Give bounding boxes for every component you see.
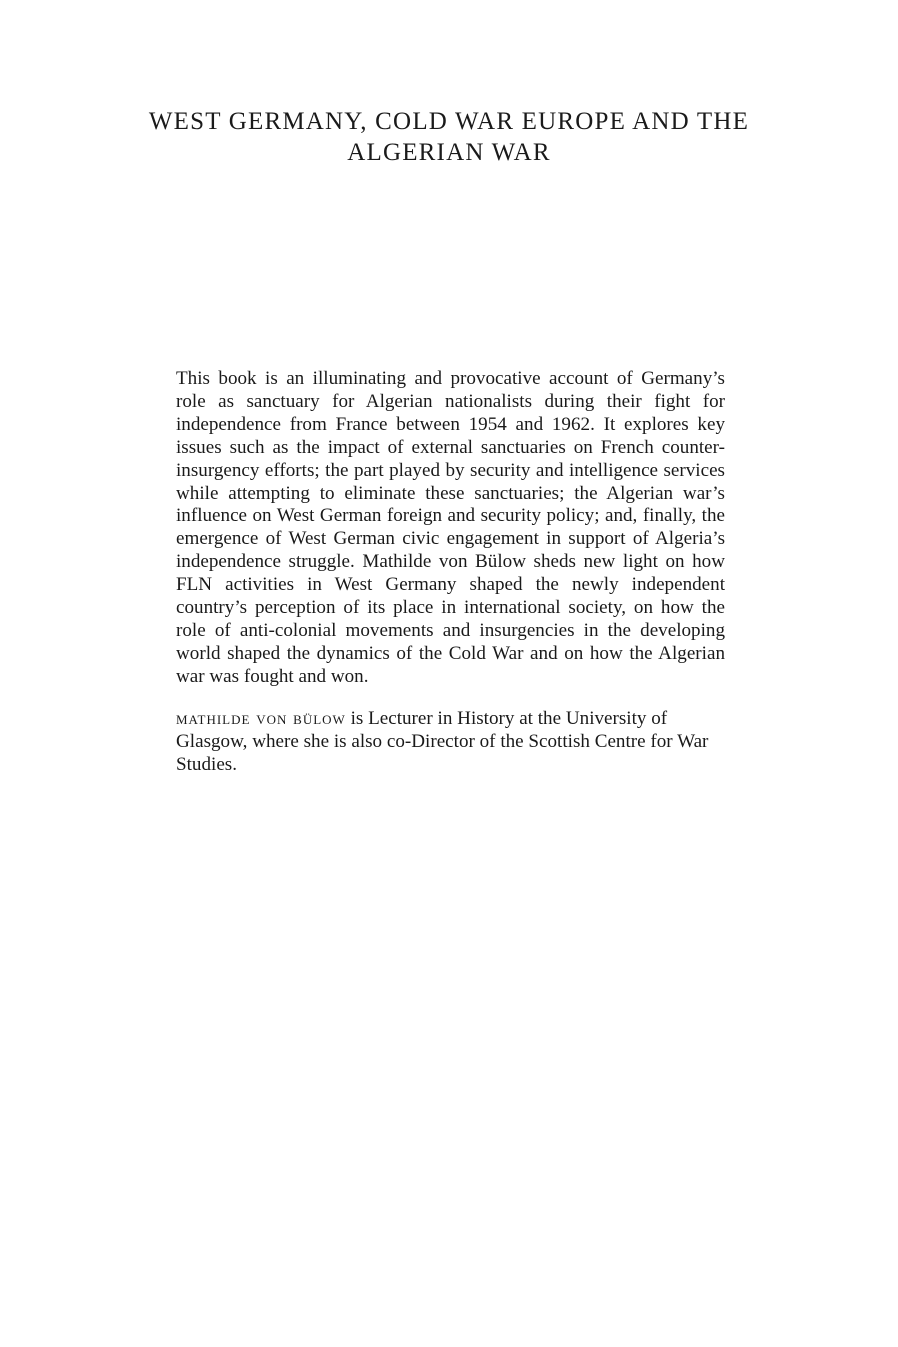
abstract-paragraph: This book is an illuminating and provocative account of Germany’s role as sanctuary for Algerian nationalists during their fight for independence from France between 1954 and 1962. It explores key issues such as the impact of external sanctuaries on French counter-insurgency efforts; the part played by security and intelligence services while attempting to eliminate these sanctuaries; the Algerian war’s influence on West German foreign and security policy; and, finally, the emergence of West German civic engagement in support of Algeria’s independence struggle. Mathilde von Bülow sheds new light on how FLN activities in West Germany shaped the newly independent country’s perception of its place in international society, on how the role of anti-colonial movements and insurgencies in the developing world shaped the dynamics of the Cold War and on how the Algerian war was fought and won. [176, 368, 725, 687]
book-description [176, 368, 725, 776]
book-title [100, 106, 798, 168]
author-bio-text: is Lecturer in History at the University of Glasgow, where she is also co-Director of the Scottish Centre for War Studies. [176, 707, 709, 775]
book-title-line-2: ALGERIAN WAR [347, 139, 551, 166]
author-name: mathilde von bülow [176, 707, 346, 729]
author-bio-paragraph [176, 708, 725, 777]
book-title-line-1: WEST GERMANY, COLD WAR EUROPE AND THE [148, 108, 750, 135]
